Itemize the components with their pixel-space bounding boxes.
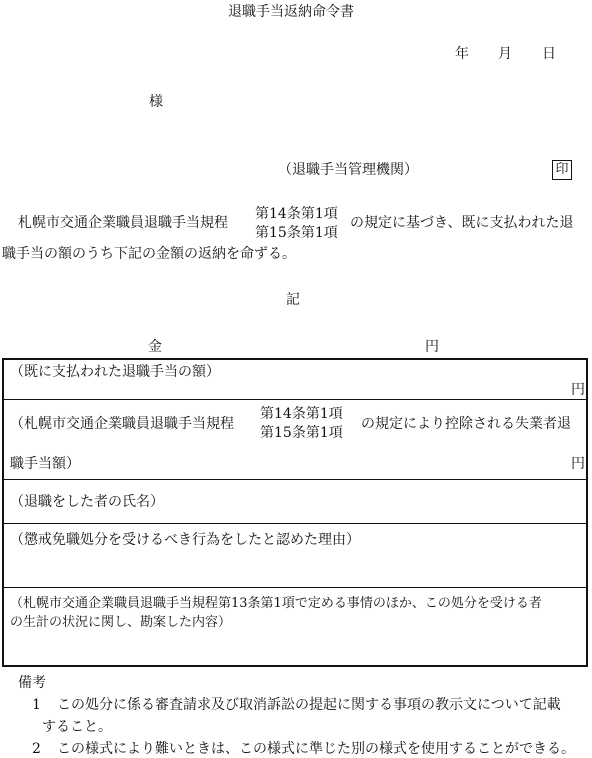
- row2-line2: 職手当額）: [10, 456, 80, 472]
- body-line2: 職手当の額のうち下記の金額の返納を命ずる。: [2, 246, 296, 262]
- document-title: 退職手当返納命令書: [228, 4, 354, 20]
- row2-prefix: （札幌市交通企業職員退職手当規程: [10, 416, 234, 432]
- body-regulation: 札幌市交通企業職員退職手当規程: [18, 215, 228, 231]
- date-month-label: 月: [498, 46, 512, 62]
- seal-box: 印: [552, 160, 572, 180]
- note2-text: この様式により難いときは、この様式に準じた別の様式を使用することができる。: [57, 741, 575, 757]
- addressee-suffix: 様: [149, 94, 163, 110]
- row2-rest: の規定により控除される失業者退: [361, 416, 571, 432]
- note1-number: 1: [32, 697, 41, 713]
- row-divider: [4, 479, 586, 480]
- row-divider: [4, 587, 586, 588]
- row-divider: [4, 399, 586, 400]
- row-divider: [4, 523, 586, 524]
- row2-clause-a: 第14条第1項: [260, 406, 343, 422]
- note1-line2: すること。: [42, 719, 112, 735]
- row2-clause-b: 第15条第1項: [260, 425, 343, 441]
- notes-heading: 備考: [18, 675, 46, 691]
- row1-unit: 円: [571, 382, 585, 398]
- row3-label: （退職をした者の氏名）: [10, 494, 164, 510]
- body-clause-a: 第14条第1項: [255, 206, 338, 222]
- note2-number: 2: [32, 741, 41, 757]
- row4-label: （懲戒免職処分を受けるべき行為をしたと認めた理由）: [10, 532, 360, 548]
- row1-label: （既に支払われた退職手当の額）: [10, 364, 220, 380]
- body-clause-b: 第15条第1項: [255, 225, 338, 241]
- date-day-label: 日: [542, 46, 556, 62]
- amount-label: 金: [148, 339, 162, 355]
- ki-label: 記: [286, 292, 300, 308]
- authority-label: （退職手当管理機関）: [278, 162, 418, 178]
- row5-line1: （札幌市交通企業職員退職手当規程第13条第1項で定める事情のほか、この処分を受ける者: [10, 596, 542, 611]
- row2-unit: 円: [571, 456, 585, 472]
- amount-unit: 円: [425, 339, 439, 355]
- note1-line1: この処分に係る審査請求及び取消訴訟の提起に関する事項の教示文について記載: [57, 697, 561, 713]
- date-year-label: 年: [455, 46, 469, 62]
- body-rest-line1: の規定に基づき、既に支払われた退: [350, 215, 574, 231]
- details-table: [2, 358, 588, 667]
- row5-line2: の生計の状況に関し、勘案した内容）: [10, 615, 232, 630]
